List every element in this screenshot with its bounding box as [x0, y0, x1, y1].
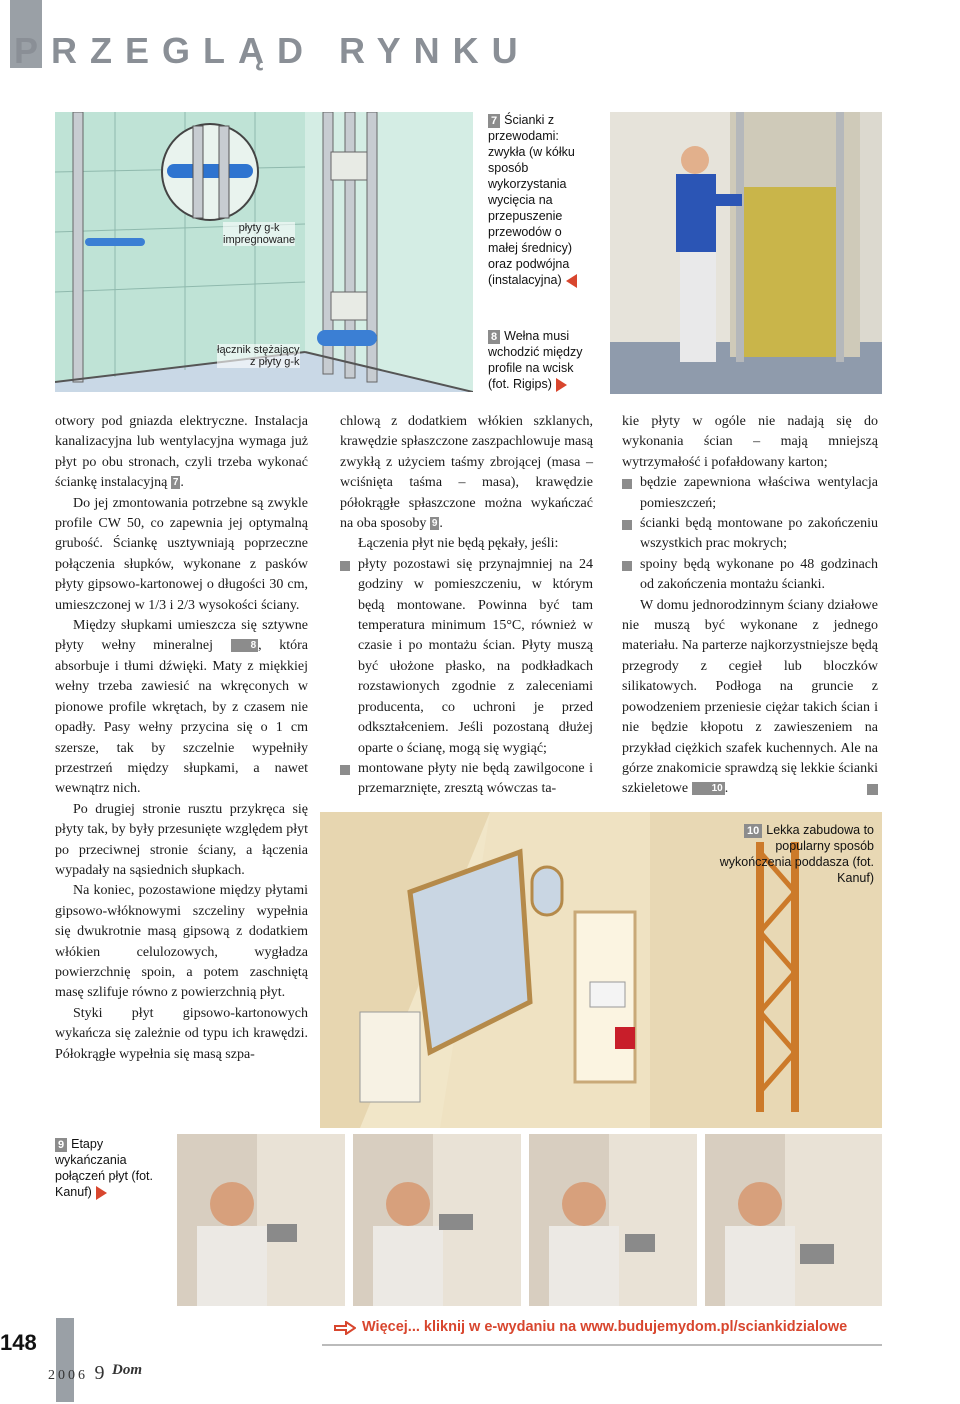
magazine-logo: Dom: [112, 1362, 142, 1378]
column-1: [55, 412, 308, 1065]
caption-10: 10 Lekka zabudowa to popularny sposób wykończenia poddasza (fot. Kanuf): [719, 823, 874, 885]
label-plates: płyty g-k impregnowane: [223, 222, 296, 246]
bullet-item: spoiny będą wykonane po 48 godzinach od zakończenia montażu ścianki.: [622, 555, 878, 596]
column-3: [622, 412, 878, 800]
paragraph: Do jej zmontowania potrzebne są zwykle profile CW 50, co zapewnia jej optymalną grubość. Ściankę usztywniają poprzeczne połączenia słupków, wykonane z pasków płyty gipsowo-kartonowej o długości 30 cm, umieszczonej w 1/3 i 2/3 wysokości ściany.: [55, 495, 308, 613]
arrow-right-icon: [96, 1186, 107, 1200]
end-mark: [867, 784, 878, 795]
caption-9: 9 Etapy wykańczania połączeń płyt (fot. Kanuf): [55, 1137, 153, 1199]
footer-bar: [56, 1318, 74, 1402]
issue-info: 2006 9: [48, 1362, 105, 1384]
arrow-left-icon: [566, 274, 577, 288]
paragraph: Styki płyt gipsowo-kartonowych wykańcza się zależnie od typu ich krawędzi. Półokrągłe wypełnia się masą szpa-: [55, 1005, 308, 1062]
paragraph: Między słupkami umieszcza się sztywne płyty wełny mineralnej 8 , która absorbuje i tłumi dźwięki. Maty z miękkiej wełny trzeba zawiesić na wkręconych w pionowe profile wkrętach, by z czasem nie opadły. Pasy wełny przycina się o 1 cm szersze, tak by szczelnie wypełniły przestrzeń między słupkami, a nawet wewnątrz nich.: [55, 618, 308, 797]
paragraph: Po drugiej stronie rusztu przykręca się płyty tak, by były przesunięte względem płyt po przeciwnej stronie ściany, a łączenia wypadały na sąsiednich słupkach.: [55, 801, 308, 878]
joint-step-photo-3: [529, 1134, 697, 1306]
page-number: 148: [0, 1330, 37, 1355]
joint-step-photo-1: [177, 1134, 345, 1306]
paragraph: chlową z dodatkiem włókien szklanych, krawędzie spłaszczone zaszpachlowuje masą zwykłą z użyciem taśmy zbrojącej (masa – wciśnięta taśma – masa), krawędzie półokrągłe spłaszczone można wykańczać na oba sposoby 9 .: [340, 414, 593, 532]
label-brace: łącznik stężający z płyty g-k: [217, 344, 300, 368]
paragraph: Łączenia płyt nie będą pękały, jeśli:: [358, 536, 559, 552]
paragraph: Na koniec, pozostawione między płytami gipsowo-włóknowymi szczeliny wypełnia się dwukrotnie masą gipsową z dodatkiem włókien celulozowych, wygładza powierzchnię spoin, a potem zaschniętą masę szlifuje równo z powierzchnią płyt.: [55, 883, 308, 1001]
wool-installation-photo: [610, 112, 882, 394]
arrow-right-icon: [556, 378, 567, 392]
paragraph: W domu jednorodzinnym ściany działowe nie muszą być wykonane z jednego materiału. Na parterze najkorzystniejsze będą przegrody z cegieł lub bloczków silikatowych. Podłoga na gruncie z powodzeniem przeniesie ciężar takich ścian i nie będzie kłopotu z zawieszeniem na przykład ciężkich szafek kuchennych. Ale na górze znakomicie sprawdzą się lekkie ścianki szkieletowe 10 .: [622, 597, 878, 797]
paragraph: kie płyty w ogóle nie nadają się do wykonania ścian – mają mniejszą wytrzymałość i pofałdowany karton;: [622, 414, 878, 470]
bullet-item: montowane płyty nie będą zawilgocone i przemarznięte, zresztą wówczas ta-: [340, 759, 593, 800]
more-link[interactable]: Więcej... kliknij w e-wydaniu na www.budujemydom.pl/sciankidzialowe: [362, 1319, 848, 1335]
section-title: PRZEGLĄD RYNKU: [14, 30, 531, 71]
bullet-item: ścianki będą montowane po zakończeniu wszystkich prac mokrych;: [622, 514, 878, 555]
caption-7: 7 Ścianki z przewodami: zwykła (w kółku sposób wykorzystania wycięcia na przepuszenie przewodów o małej średnicy) oraz podwójna (instalacyjna): [488, 113, 575, 287]
bullet-item: płyty pozostawi się przynajmniej na 24 godziny w pomieszczeniu, w którym będą montowane. Powinna być tam temperatura minimum 15°C, również w czasie i po montażu ścian. Płyty muszą być ułożone płasko, na podkładkach rozstawionych zgodnie z zaleceniami producenta, co uchroni je przed odkształceniem. Jeśli pozostaną dłużej oparte o ścianę, mogą się wygiąć;: [340, 555, 593, 759]
bullet-item: będzie zapewniona właściwa wentylacja pomieszczeń;: [622, 473, 878, 514]
more-link-icon: [334, 1321, 356, 1340]
joint-step-photo-4: [705, 1134, 882, 1306]
wall-illustration: [55, 112, 473, 392]
column-2: [340, 412, 593, 800]
attic-photo: [320, 812, 882, 1128]
caption-8: 8 Wełna musi wchodzić między profile na wcisk (fot. Rigips): [488, 329, 583, 391]
divider: [322, 1344, 882, 1346]
paragraph: otwory pod gniazda elektryczne. Instalacja kanalizacyjna lub wentylacyjna wymaga już płyt po obu stronach, czyli trzeba wykonać ściankę instalacyjną 7 .: [55, 414, 308, 491]
joint-step-photo-2: [353, 1134, 521, 1306]
